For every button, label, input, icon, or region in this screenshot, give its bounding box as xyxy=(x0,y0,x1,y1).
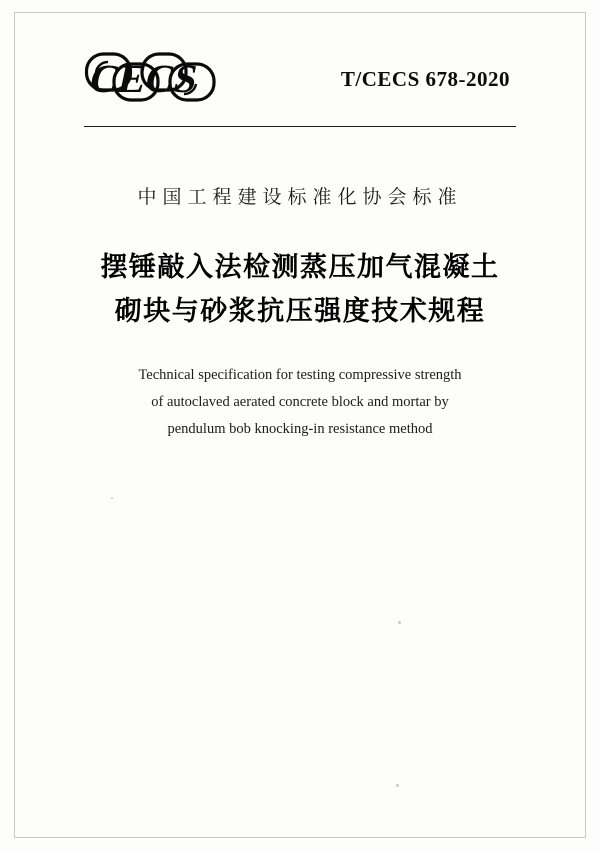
title-english xyxy=(100,362,500,443)
title-english-line-2: of autoclaved aerated concrete block and mortar by xyxy=(151,394,449,410)
title-english-line-3: pendulum bob knocking-in resistance method xyxy=(167,421,433,437)
scan-artifact xyxy=(111,497,113,499)
scan-artifact xyxy=(398,621,401,624)
svg-text:CECS: CECS xyxy=(85,56,202,101)
document-header xyxy=(84,38,516,120)
title-chinese-line-1: 摆锤敲入法检测蒸压加气混凝土 xyxy=(100,252,500,283)
standard-number: T/CECS 678-2020 xyxy=(340,66,510,91)
title-chinese-line-2: 砌块与砂浆抗压强度技术规程 xyxy=(114,296,486,327)
title-chinese xyxy=(0,246,600,334)
header-divider xyxy=(84,126,516,127)
scan-artifact xyxy=(396,784,399,787)
title-english-line-1: Technical specification for testing compressive strength xyxy=(138,367,462,383)
association-line: 中国工程建设标准化协会标准 xyxy=(137,186,463,208)
cecs-logo-icon xyxy=(84,42,232,116)
